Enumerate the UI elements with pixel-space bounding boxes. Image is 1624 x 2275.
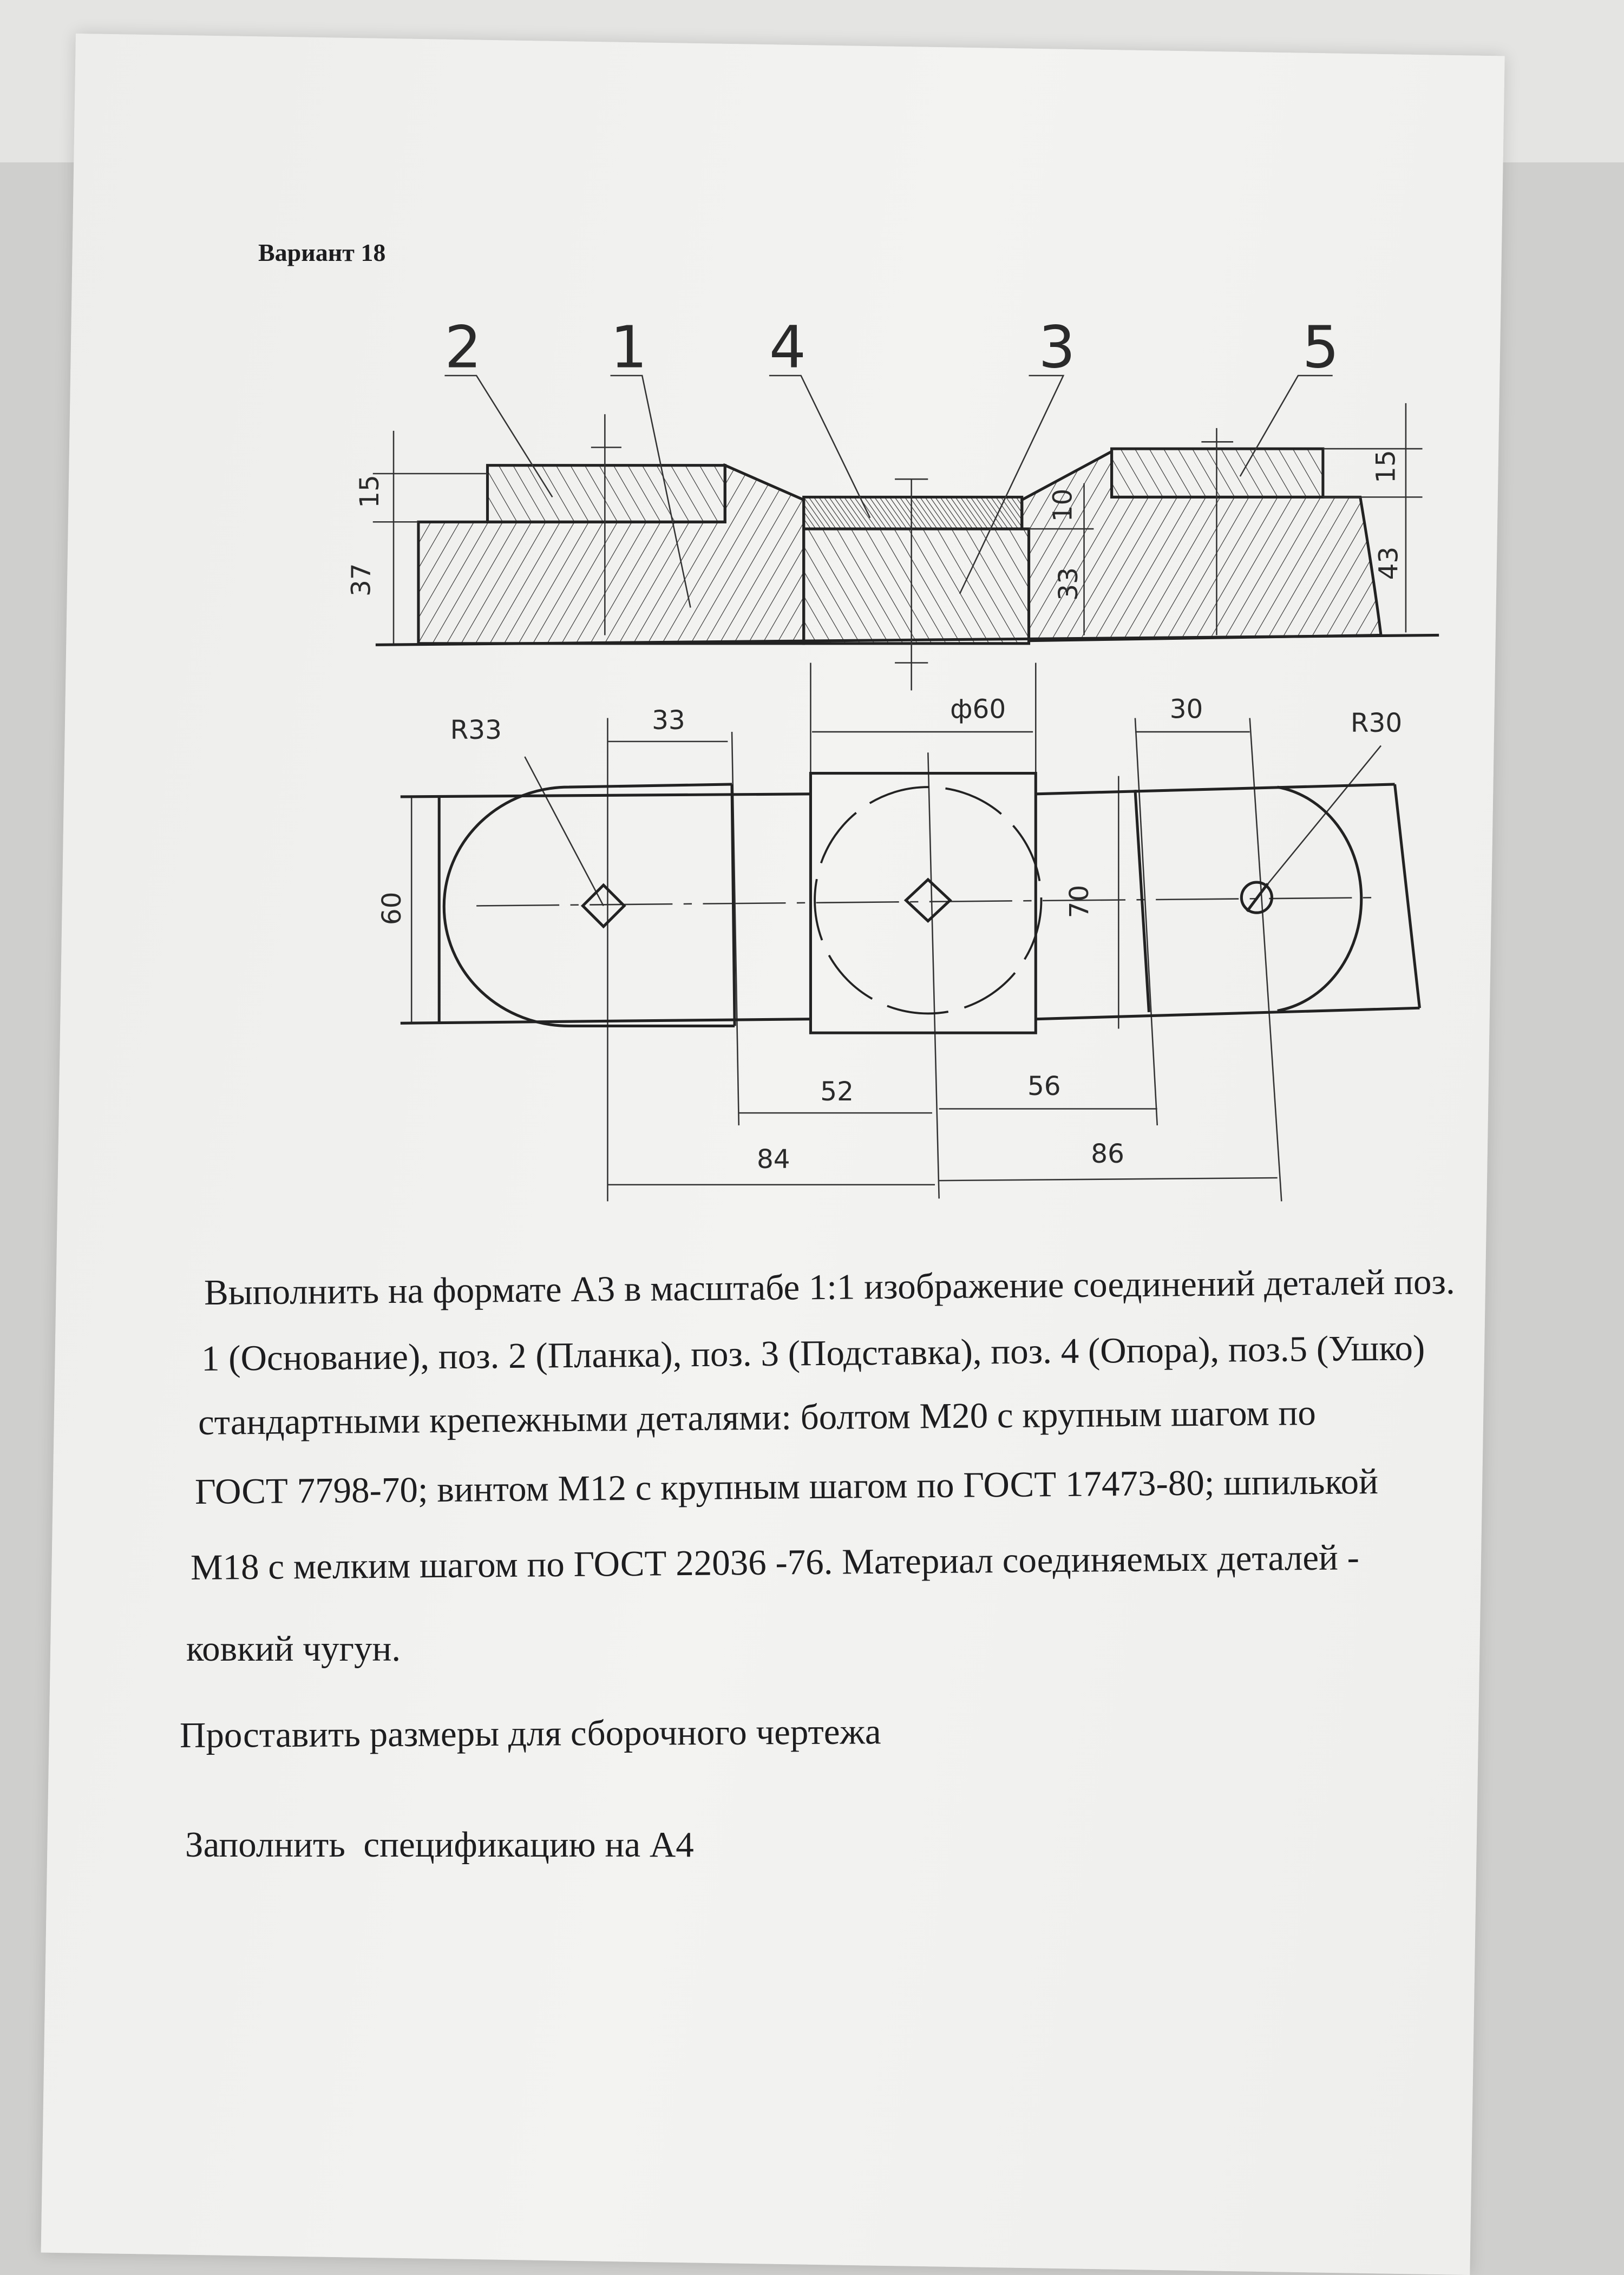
part-3-stand [804,529,1029,644]
dim-37: 37 [346,563,377,597]
dim-dia60: ф60 [950,694,1006,725]
label-pos-4: 4 [769,314,807,382]
paragraph-line-5: М18 с мелким шагом по ГОСТ 22036 -76. Материал соединяемых деталей - [190,1537,1360,1588]
dim-10: 10 [1047,488,1078,522]
part-4-support [804,497,1022,529]
label-pos-2: 2 [444,314,482,382]
dim-86: 86 [1091,1138,1124,1169]
dim-33-plan: 33 [652,705,685,736]
middle-bolt-symbol [906,880,950,921]
dim-84: 84 [756,1144,790,1175]
part-2-plank [488,466,725,522]
dim-43: 43 [1373,546,1404,580]
paragraph-line-2: 1 (Основание), поз. 2 (Планка), поз. 3 (Подставка), поз. 4 (Опора), поз.5 (Ушко) [201,1328,1425,1379]
dim-r33: R33 [450,714,502,745]
dim-30: 30 [1169,694,1203,725]
paragraph-line-3: стандартными крепежными деталями: болтом М20 с крупным шагом по [198,1392,1317,1443]
dim-r30: R30 [1350,708,1403,739]
dim-70: 70 [1064,884,1095,919]
dim-15-left: 15 [354,475,385,508]
paragraph-line-4: ГОСТ 7798-70; винтом М12 с крупным шагом по ГОСТ 17473-80; шпилькой [194,1461,1379,1512]
part-5-eye [1112,449,1323,497]
dim-60: 60 [376,891,407,926]
paragraph-line-6: ковкий чугун. [186,1629,401,1669]
dim-15-right: 15 [1371,450,1402,483]
left-bolt-symbol [583,885,625,927]
dim-33-section: 33 [1053,567,1084,601]
label-pos-1: 1 [610,314,647,382]
task-dimensions: Проставить размеры для сборочного чертежа [179,1712,881,1755]
label-pos-5: 5 [1302,314,1339,382]
dim-56: 56 [1027,1071,1061,1102]
dim-52: 52 [820,1077,854,1107]
label-pos-3: 3 [1038,314,1076,382]
position-labels [444,314,1339,382]
variant-title: Вариант 18 [258,239,386,266]
task-specification: Заполнить спецификацию на А4 [185,1825,694,1865]
paragraph-line-1: Выполнить на формате А3 в масштабе 1:1 изображение соединений деталей поз. [204,1261,1455,1313]
